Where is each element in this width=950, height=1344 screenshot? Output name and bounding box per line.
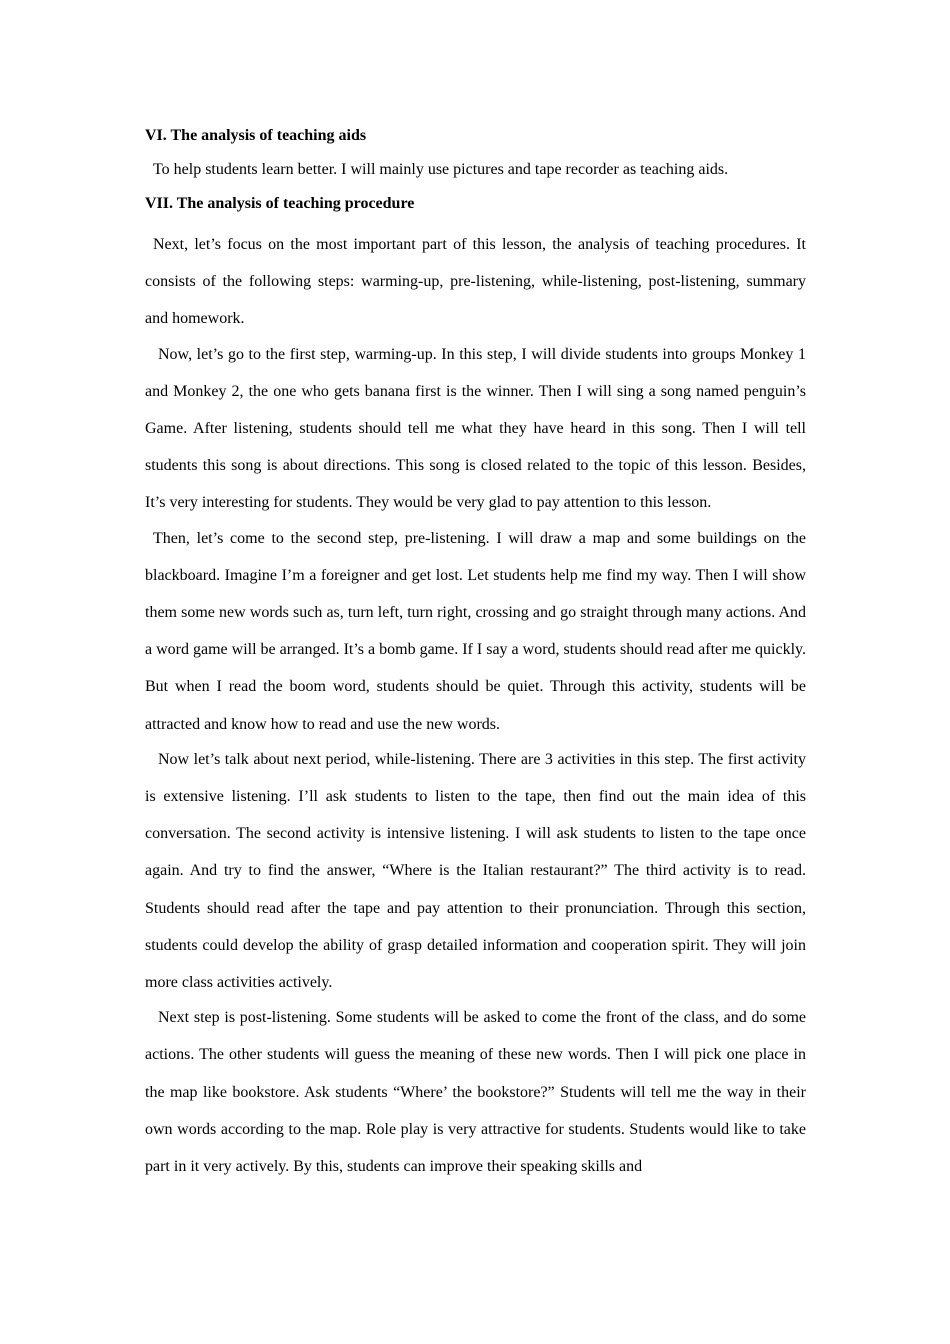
paragraph-procedure-intro: Next, let’s focus on the most important part of this lesson, the analysis of teaching procedures. It consists of the following steps: warming-up, pre-listening, while-listening, post-listening, summary and homework. bbox=[145, 236, 806, 328]
paragraph-post-listening: Next step is post-listening. Some students will be asked to come the front of the class, and do some actions. The other students will guess the meaning of these new words. Then I will pick one place in the map like bookstore. Ask students “Where’ the bookstore?” Students will tell me the way in their own words according to the map. Role play is very attractive for students. Students would like to take part in it very actively. By this, students can improve their speaking skills and bbox=[145, 1009, 806, 1176]
section-heading-teaching-aids: VI. The analysis of teaching aids bbox=[145, 127, 367, 144]
document-body bbox=[145, 124, 806, 1183]
section-heading-teaching-procedure: VII. The analysis of teaching procedure bbox=[145, 195, 415, 212]
paragraph-pre-listening: Then, let’s come to the second step, pre-listening. I will draw a map and some buildings on the blackboard. Imagine I’m a foreigner and get lost. Let students help me find my way. Then I will show them some new words such as, turn left, turn right, crossing and go straight through many actions. And a word game will be arranged. It’s a bomb game. If I say a word, students should read after me quickly. But when I read the boom word, students should be quiet. Through this activity, students will be attracted and know how to read and use the new words. bbox=[145, 529, 806, 733]
paragraph-teaching-aids: To help students learn better. I will mainly use pictures and tape recorder as teaching aids. bbox=[153, 161, 729, 178]
paragraph-while-listening: Now let’s talk about next period, while-listening. There are 3 activities in this step. The first activity is extensive listening. I’ll ask students to listen to the tape, then find out the main idea of this conversation. The second activity is intensive listening. I will ask students to listen to the tape once again. And try to find the answer, “Where is the Italian restaurant?” The third activity is to read. Students should read after the tape and pay attention to their pronunciation. Through this section, students could develop the ability of grasp detailed information and cooperation spirit. They will join more class activities actively. bbox=[145, 750, 806, 992]
paragraph-warming-up: Now, let’s go to the first step, warming-up. In this step, I will divide students into groups Monkey 1 and Monkey 2, the one who gets banana first is the winner. Then I will sing a song named penguin’s Game. After listening, students should tell me what they have heard in this song. Then I will tell students this song is about directions. This song is closed related to the topic of this lesson. Besides, It’s very interesting for students. They would be very glad to pay attention to this lesson. bbox=[145, 345, 806, 512]
